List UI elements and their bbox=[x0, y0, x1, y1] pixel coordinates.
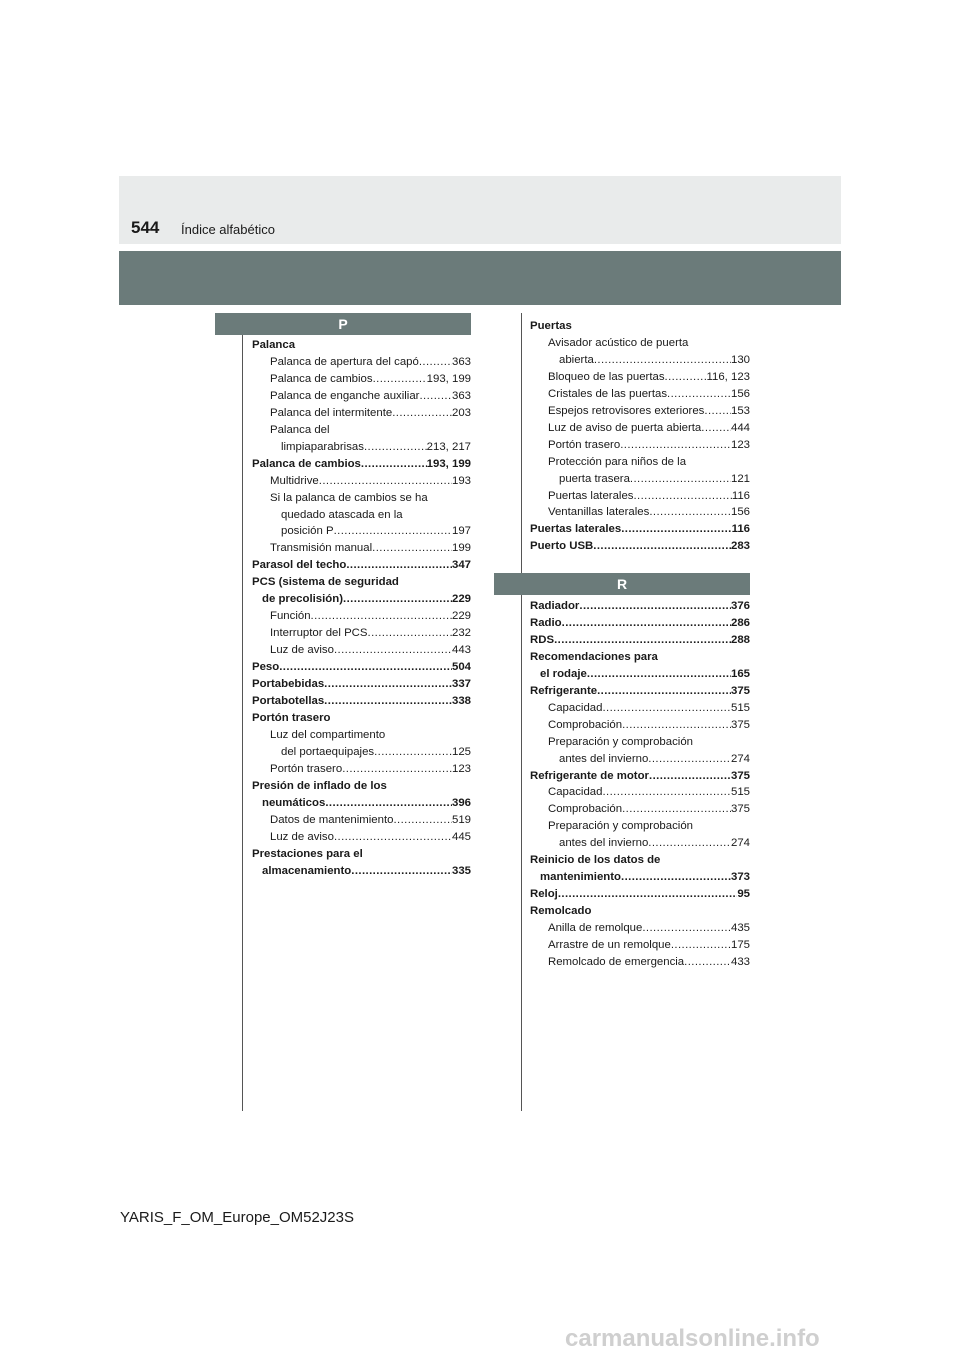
entry-page-ref: 375 bbox=[730, 718, 750, 731]
index-entry bbox=[530, 734, 750, 751]
dot-leader bbox=[671, 937, 731, 954]
dot-leader bbox=[649, 768, 731, 785]
entry-page-ref: 229 bbox=[451, 593, 471, 606]
dot-leader bbox=[368, 625, 452, 642]
index-entry bbox=[252, 710, 471, 727]
entry-term: quedado atascada en la bbox=[281, 508, 403, 521]
entry-term: Puertas laterales bbox=[530, 523, 622, 536]
section-title: Índice alfabético bbox=[181, 222, 275, 237]
dot-leader bbox=[621, 521, 731, 538]
dot-leader bbox=[364, 439, 427, 456]
index-entry bbox=[252, 659, 471, 676]
dot-leader bbox=[593, 538, 731, 555]
index-entry bbox=[530, 335, 750, 352]
index-entry bbox=[252, 388, 471, 405]
entry-term: Prestaciones para el bbox=[252, 847, 363, 860]
entry-term: Radiador bbox=[530, 600, 580, 612]
entry-term: Presión de inflado de los bbox=[252, 779, 387, 792]
index-entry bbox=[252, 608, 471, 625]
entry-term: el rodaje bbox=[540, 667, 587, 680]
dot-leader bbox=[311, 608, 452, 625]
entry-term: Portón trasero bbox=[252, 711, 331, 724]
entry-term: Espejos retrovisores exteriores bbox=[548, 404, 705, 417]
index-column-left bbox=[252, 337, 471, 880]
index-entry bbox=[530, 420, 750, 437]
entry-page-ref: 286 bbox=[730, 616, 750, 629]
index-entry bbox=[252, 354, 471, 371]
index-entry bbox=[530, 954, 750, 971]
entry-term: Puertas bbox=[530, 320, 572, 332]
entry-page-ref: 396 bbox=[451, 796, 471, 809]
entry-term: RDS bbox=[530, 633, 555, 646]
index-entry bbox=[252, 490, 471, 507]
dot-leader bbox=[554, 632, 731, 649]
entry-page-ref: 363 bbox=[451, 355, 471, 368]
dot-leader bbox=[620, 437, 731, 454]
entry-page-ref: 213, 217 bbox=[426, 440, 471, 453]
dot-leader bbox=[334, 829, 452, 846]
entry-page-ref: 229 bbox=[451, 610, 471, 623]
entry-term: Parasol del techo bbox=[252, 559, 347, 572]
entry-term: neumáticos bbox=[262, 796, 326, 809]
index-entry bbox=[252, 846, 471, 863]
entry-page-ref: 433 bbox=[730, 956, 750, 969]
dot-leader bbox=[622, 717, 731, 734]
index-entry bbox=[530, 869, 750, 886]
index-entry bbox=[252, 693, 471, 710]
index-entry bbox=[530, 768, 750, 785]
entry-page-ref: 445 bbox=[451, 830, 471, 843]
index-entry bbox=[252, 405, 471, 422]
dot-leader bbox=[587, 666, 731, 683]
index-entry bbox=[252, 778, 471, 795]
entry-term: del portaequipajes bbox=[281, 745, 375, 758]
page-header bbox=[119, 176, 841, 244]
index-entry bbox=[530, 521, 750, 538]
index-entry bbox=[530, 632, 750, 649]
dot-leader bbox=[393, 812, 452, 829]
index-entry bbox=[530, 615, 750, 632]
entry-term: Protección para niños de la bbox=[548, 455, 687, 468]
dot-leader bbox=[649, 504, 731, 521]
index-entry bbox=[252, 795, 471, 812]
dot-leader bbox=[579, 598, 731, 615]
entry-page-ref: 232 bbox=[451, 627, 471, 640]
entry-term: Reinicio de los datos de bbox=[530, 854, 661, 867]
entry-page-ref: 338 bbox=[451, 695, 471, 708]
entry-term: Arrastre de un remolque bbox=[548, 939, 671, 952]
entry-page-ref: 335 bbox=[451, 864, 471, 877]
index-entry bbox=[530, 318, 750, 335]
entry-page-ref: 116, 123 bbox=[706, 370, 750, 383]
entry-term: Transmisión manual bbox=[270, 542, 373, 555]
dot-leader bbox=[684, 954, 731, 971]
dot-leader bbox=[667, 386, 731, 403]
entry-page-ref: 376 bbox=[730, 600, 750, 612]
entry-term: Palanca de apertura del capó bbox=[270, 355, 419, 368]
entry-term: Comprobación bbox=[548, 718, 623, 731]
entry-term: Bloqueo de las puertas bbox=[548, 370, 665, 383]
dot-leader bbox=[701, 420, 731, 437]
entry-term: Palanca del bbox=[270, 423, 330, 436]
index-entry bbox=[530, 920, 750, 937]
index-entry bbox=[530, 369, 750, 386]
index-entry bbox=[530, 700, 750, 717]
index-entry bbox=[530, 649, 750, 666]
dot-leader bbox=[648, 751, 731, 768]
entry-term: Anilla de remolque bbox=[548, 922, 643, 935]
entry-term: Portón trasero bbox=[548, 438, 621, 451]
dot-leader bbox=[419, 354, 452, 371]
entry-term: Palanca bbox=[252, 339, 296, 351]
entry-term: Peso bbox=[252, 661, 280, 674]
entry-term: Remolcado de emergencia bbox=[548, 956, 685, 969]
entry-term: Remolcado bbox=[530, 905, 592, 918]
entry-term: Luz de aviso bbox=[270, 644, 334, 657]
dot-leader bbox=[279, 659, 452, 676]
entry-page-ref: 165 bbox=[730, 667, 750, 680]
entry-term: Función bbox=[270, 610, 311, 623]
entry-term: limpiaparabrisas bbox=[281, 440, 364, 453]
entry-term: Radio bbox=[530, 616, 562, 629]
index-entry bbox=[530, 386, 750, 403]
entry-term: Recomendaciones para bbox=[530, 650, 658, 663]
entry-term: Luz de aviso bbox=[270, 830, 334, 843]
entry-page-ref: 121 bbox=[730, 472, 750, 485]
index-entry bbox=[530, 784, 750, 801]
entry-page-ref: 95 bbox=[737, 888, 750, 901]
entry-page-ref: 130 bbox=[730, 353, 750, 366]
dot-leader bbox=[648, 835, 731, 852]
page-number: 544 bbox=[131, 218, 160, 237]
entry-page-ref: 375 bbox=[730, 769, 750, 782]
dot-leader bbox=[372, 540, 452, 557]
index-entry bbox=[530, 717, 750, 734]
dot-leader bbox=[373, 371, 427, 388]
index-entry bbox=[252, 557, 471, 574]
dot-leader bbox=[594, 352, 731, 369]
header-band bbox=[119, 251, 841, 305]
index-entry bbox=[530, 538, 750, 555]
index-entry bbox=[252, 540, 471, 557]
dot-leader bbox=[319, 473, 452, 490]
entry-term: Puerto USB bbox=[530, 540, 594, 553]
dot-leader bbox=[325, 795, 452, 812]
watermark: carmanualsonline.info bbox=[565, 1325, 820, 1352]
index-column-right-bottom bbox=[530, 598, 750, 971]
entry-term: Palanca de enganche auxiliar bbox=[270, 389, 420, 402]
entry-page-ref: 203 bbox=[451, 406, 471, 419]
index-entry bbox=[530, 683, 750, 700]
index-entry bbox=[252, 507, 471, 524]
right-column-divider bbox=[521, 313, 522, 1111]
entry-page-ref: 274 bbox=[730, 837, 750, 850]
entry-term: Comprobación bbox=[548, 803, 623, 816]
index-entry bbox=[252, 574, 471, 591]
entry-page-ref: 337 bbox=[451, 678, 471, 691]
index-entry bbox=[530, 454, 750, 471]
dot-leader bbox=[602, 700, 731, 717]
index-entry bbox=[530, 598, 750, 615]
dot-leader bbox=[665, 369, 707, 386]
index-entry bbox=[252, 744, 471, 761]
index-entry bbox=[530, 835, 750, 852]
index-entry bbox=[252, 761, 471, 778]
entry-page-ref: 123 bbox=[451, 762, 471, 775]
entry-term: Capacidad bbox=[548, 786, 603, 799]
index-entry bbox=[530, 437, 750, 454]
entry-page-ref: 175 bbox=[730, 939, 750, 952]
entry-term: posición P bbox=[281, 525, 334, 538]
entry-term: Capacidad bbox=[548, 701, 603, 714]
entry-term: Reloj bbox=[530, 888, 558, 901]
entry-term: Puertas laterales bbox=[548, 489, 634, 502]
entry-term: Luz del compartimento bbox=[270, 728, 386, 741]
index-entry bbox=[252, 456, 471, 473]
entry-term: Interruptor del PCS bbox=[270, 627, 368, 640]
index-entry bbox=[252, 473, 471, 490]
index-entry bbox=[530, 504, 750, 521]
index-entry bbox=[252, 591, 471, 608]
dot-leader bbox=[324, 676, 452, 693]
entry-page-ref: 199 bbox=[451, 542, 471, 555]
dot-leader bbox=[343, 591, 452, 608]
index-entry bbox=[530, 403, 750, 420]
dot-leader bbox=[361, 456, 427, 473]
entry-term: Datos de mantenimiento bbox=[270, 813, 394, 826]
index-entry bbox=[252, 337, 471, 354]
index-entry bbox=[252, 371, 471, 388]
index-entry bbox=[530, 471, 750, 488]
index-entry bbox=[530, 488, 750, 505]
entry-page-ref: 504 bbox=[451, 661, 471, 674]
entry-page-ref: 153 bbox=[730, 404, 750, 417]
entry-page-ref: 373 bbox=[730, 871, 750, 884]
entry-term: abierta bbox=[559, 353, 594, 366]
index-entry bbox=[252, 727, 471, 744]
entry-page-ref: 193, 199 bbox=[426, 457, 471, 470]
entry-page-ref: 288 bbox=[730, 633, 750, 646]
index-entry bbox=[530, 801, 750, 818]
entry-term: Portabebidas bbox=[252, 678, 325, 691]
dot-leader bbox=[602, 784, 731, 801]
entry-page-ref: 274 bbox=[730, 752, 750, 765]
dot-leader bbox=[346, 557, 452, 574]
index-entry bbox=[530, 886, 750, 903]
dot-leader bbox=[334, 642, 452, 659]
entry-page-ref: 515 bbox=[730, 701, 750, 714]
entry-term: puerta trasera bbox=[559, 472, 630, 485]
index-entry bbox=[252, 439, 471, 456]
entry-page-ref: 519 bbox=[451, 813, 471, 826]
dot-leader bbox=[622, 801, 731, 818]
entry-term: Refrigerante de motor bbox=[530, 769, 649, 782]
entry-page-ref: 156 bbox=[730, 506, 750, 519]
entry-term: Palanca del intermitente bbox=[270, 406, 393, 419]
entry-page-ref: 515 bbox=[730, 786, 750, 799]
dot-leader bbox=[374, 744, 452, 761]
index-entry bbox=[252, 863, 471, 880]
entry-term: Refrigerante bbox=[530, 684, 598, 697]
entry-term: Preparación y comprobación bbox=[548, 820, 693, 833]
entry-page-ref: 193, 199 bbox=[426, 372, 471, 385]
entry-page-ref: 193 bbox=[451, 474, 471, 487]
index-entry bbox=[530, 352, 750, 369]
document-code: YARIS_F_OM_Europe_OM52J23S bbox=[120, 1209, 355, 1226]
index-entry bbox=[252, 523, 471, 540]
dot-leader bbox=[562, 615, 731, 632]
entry-page-ref: 197 bbox=[451, 525, 471, 538]
entry-term: Multidrive bbox=[270, 474, 319, 487]
entry-term: antes del invierno bbox=[559, 752, 649, 765]
entry-term: mantenimiento bbox=[540, 871, 622, 884]
entry-page-ref: 435 bbox=[730, 922, 750, 935]
letter-header-p: P bbox=[215, 313, 471, 335]
entry-term: Ventanillas laterales bbox=[548, 506, 650, 519]
index-entry bbox=[252, 642, 471, 659]
entry-term: antes del invierno bbox=[559, 837, 649, 850]
entry-term: Luz de aviso de puerta abierta bbox=[548, 421, 702, 434]
entry-term: Si la palanca de cambios se ha bbox=[270, 491, 428, 504]
entry-page-ref: 123 bbox=[730, 438, 750, 451]
entry-page-ref: 347 bbox=[451, 559, 471, 572]
entry-term: de precolisión) bbox=[262, 593, 344, 606]
entry-term: PCS (sistema de seguridad bbox=[252, 576, 399, 589]
index-entry bbox=[530, 751, 750, 768]
index-entry bbox=[252, 625, 471, 642]
entry-term: Avisador acústico de puerta bbox=[548, 336, 689, 349]
index-entry bbox=[530, 852, 750, 869]
entry-page-ref: 283 bbox=[730, 540, 750, 553]
entry-term: almacenamiento bbox=[262, 864, 352, 877]
index-entry bbox=[252, 676, 471, 693]
entry-page-ref: 125 bbox=[451, 745, 471, 758]
index-column-right-top bbox=[530, 318, 750, 555]
index-entry bbox=[252, 812, 471, 829]
entry-page-ref: 116 bbox=[731, 489, 750, 502]
entry-term: Portabotellas bbox=[252, 695, 325, 708]
index-entry bbox=[530, 903, 750, 920]
dot-leader bbox=[597, 683, 731, 700]
entry-term: Preparación y comprobación bbox=[548, 735, 693, 748]
index-entry bbox=[530, 818, 750, 835]
dot-leader bbox=[324, 693, 452, 710]
entry-page-ref: 375 bbox=[730, 684, 750, 697]
dot-leader bbox=[630, 471, 731, 488]
entry-page-ref: 156 bbox=[730, 387, 750, 400]
dot-leader bbox=[621, 869, 731, 886]
index-entry bbox=[252, 829, 471, 846]
dot-leader bbox=[342, 761, 452, 778]
letter-header-r: R bbox=[494, 573, 750, 595]
dot-leader bbox=[633, 488, 731, 505]
index-entry bbox=[530, 937, 750, 954]
entry-term: Palanca de cambios bbox=[270, 372, 373, 385]
entry-page-ref: 116 bbox=[731, 523, 750, 536]
entry-term: Portón trasero bbox=[270, 762, 343, 775]
entry-page-ref: 375 bbox=[730, 803, 750, 816]
dot-leader bbox=[642, 920, 731, 937]
index-entry bbox=[530, 666, 750, 683]
dot-leader bbox=[558, 886, 737, 903]
index-entry bbox=[252, 422, 471, 439]
entry-term: Cristales de las puertas bbox=[548, 387, 668, 400]
entry-page-ref: 444 bbox=[730, 421, 750, 434]
dot-leader bbox=[334, 523, 452, 540]
dot-leader bbox=[419, 388, 452, 405]
dot-leader bbox=[392, 405, 452, 422]
entry-page-ref: 363 bbox=[451, 389, 471, 402]
dot-leader bbox=[351, 863, 452, 880]
dot-leader bbox=[704, 403, 731, 420]
entry-term: Palanca de cambios bbox=[252, 457, 361, 470]
entry-page-ref: 443 bbox=[451, 644, 471, 657]
left-column-divider bbox=[242, 313, 243, 1111]
